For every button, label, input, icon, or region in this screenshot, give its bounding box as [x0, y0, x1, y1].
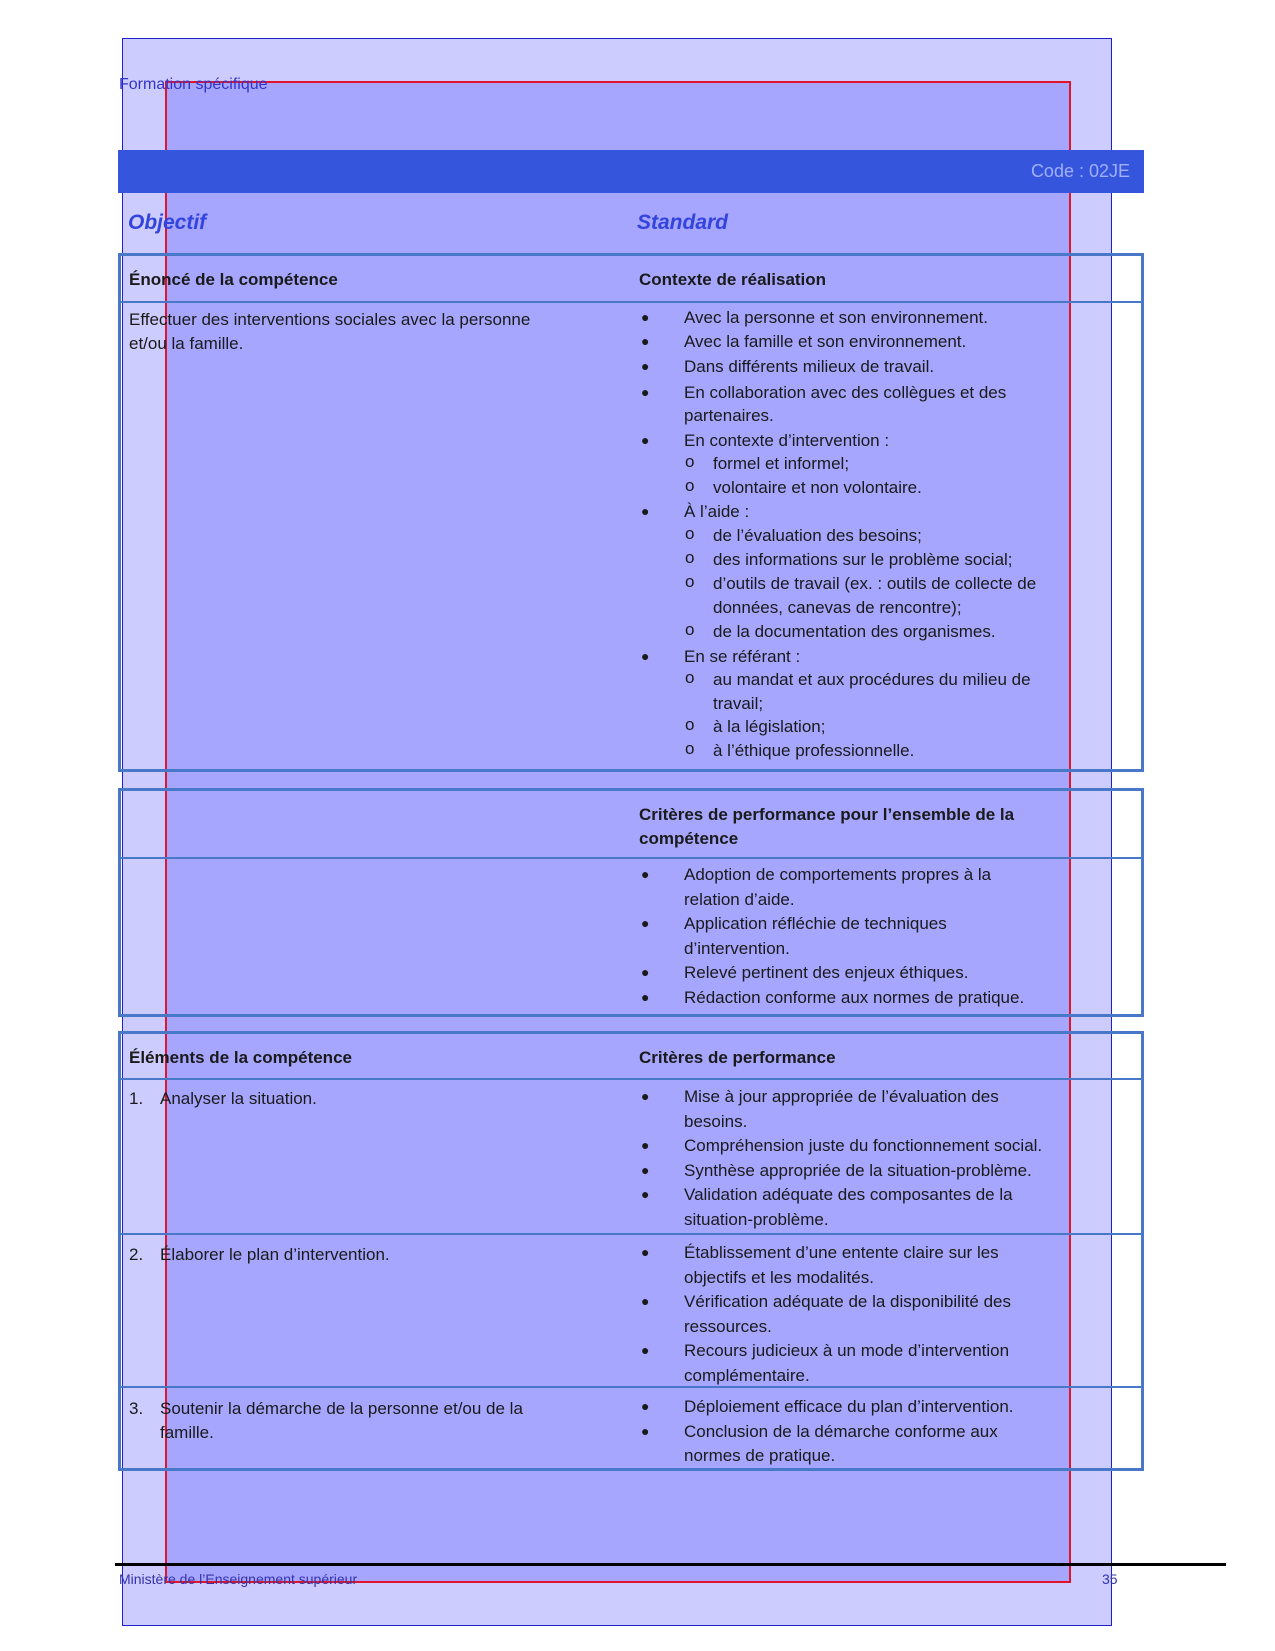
bullet-icon: ●	[641, 432, 650, 448]
context-item: En contexte d’intervention :	[684, 431, 890, 450]
element-number: 2.	[129, 1245, 144, 1264]
standard-title: Standard	[637, 211, 729, 234]
bullet-icon: ●	[641, 1088, 650, 1104]
criterion-item: Conclusion de la démarche conforme aux	[684, 1421, 998, 1441]
context-subitem: à la législation;	[713, 717, 826, 736]
context-header: Contexte de réalisation	[639, 270, 827, 289]
bullet-icon: ●	[641, 309, 650, 325]
criterion-item: Établissement d’une entente claire sur les	[684, 1243, 999, 1262]
overall-criterion: Rédaction conforme aux normes de pratique.	[684, 988, 1025, 1007]
context-subitem: d’outils de travail (ex. : outils de collecte de	[713, 574, 1037, 593]
objectif-title: Objectif	[128, 211, 207, 234]
bullet-icon: ●	[641, 915, 650, 932]
sub-bullet-icon: o	[685, 668, 695, 687]
sub-bullet-icon: o	[685, 452, 695, 471]
context-subitem-cont: données, canevas de rencontre);	[713, 598, 962, 617]
context-subitem: des informations sur le problème social;	[713, 550, 1013, 569]
criterion-item: Validation adéquate des composantes de la	[684, 1185, 1013, 1205]
bullet-icon: ●	[641, 1342, 650, 1359]
row-divider	[121, 1386, 1141, 1388]
bullet-icon: ●	[641, 358, 650, 374]
sub-bullet-icon: o	[685, 715, 695, 734]
context-subitem: volontaire et non volontaire.	[713, 478, 922, 497]
overall-criterion-cont: d’intervention.	[684, 938, 790, 958]
context-subitem: de la documentation des organismes.	[713, 622, 996, 641]
block-divider	[121, 857, 1141, 859]
bullet-icon: ●	[641, 333, 650, 349]
row-divider	[121, 1233, 1141, 1235]
context-item: Avec la personne et son environnement.	[684, 308, 988, 327]
statement-header: Énoncé de la compétence	[129, 270, 338, 289]
sub-bullet-icon: o	[685, 548, 695, 567]
bullet-icon: ●	[641, 866, 650, 882]
overall-criteria-header-line2: compétence	[639, 829, 739, 848]
competency-code: Code : 02JE	[1030, 161, 1130, 181]
element-text: Analyser la situation.	[160, 1089, 317, 1108]
elements-header: Éléments de la compétence	[129, 1048, 352, 1067]
criterion-item: Compréhension juste du fonctionnement social.	[684, 1136, 1043, 1156]
bullet-icon: ●	[641, 1422, 650, 1439]
overall-criterion: Adoption de comportements propres à la	[684, 865, 992, 884]
overall-criterion: Application réfléchie de techniques	[684, 914, 947, 934]
context-item: Avec la famille et son environnement.	[684, 332, 967, 351]
overall-criterion: Relevé pertinent des enjeux éthiques.	[684, 963, 969, 983]
criterion-item: Recours judicieux à un mode d’intervention	[684, 1341, 1010, 1361]
context-subitem-cont: travail;	[713, 694, 764, 713]
sub-bullet-icon: o	[685, 572, 695, 591]
bullet-icon: ●	[641, 1161, 650, 1178]
element-text: Élaborer le plan d’intervention.	[160, 1245, 390, 1264]
criteria-header: Critères de performance	[639, 1048, 836, 1067]
element-text: famille.	[160, 1423, 214, 1442]
block-divider	[121, 301, 1141, 303]
bullet-icon: ●	[641, 1244, 650, 1260]
sub-bullet-icon: o	[685, 739, 695, 758]
context-item: En collaboration avec des collègues et des	[684, 383, 1007, 402]
element-number: 1.	[129, 1089, 144, 1108]
context-item: À l’aide :	[684, 502, 750, 521]
bullet-icon: ●	[641, 1137, 650, 1154]
element-text: Soutenir la démarche de la personne et/ou de la	[160, 1399, 523, 1418]
context-item: En se référant :	[684, 647, 801, 666]
context-subitem: à l’éthique professionnelle.	[713, 741, 915, 760]
criterion-item: Synthèse appropriée de la situation-problème.	[684, 1160, 1032, 1180]
sub-bullet-icon: o	[685, 476, 695, 495]
bullet-icon: ●	[641, 989, 650, 1005]
criterion-item: Mise à jour appropriée de l’évaluation des	[684, 1087, 999, 1106]
criterion-item-cont: complémentaire.	[684, 1366, 810, 1385]
context-subitem: de l’évaluation des besoins;	[713, 526, 922, 545]
program-label: Formation spécifique	[119, 76, 268, 93]
sub-bullet-icon: o	[685, 620, 695, 639]
bullet-icon: ●	[641, 503, 650, 519]
block-divider	[121, 1078, 1141, 1080]
overall-criteria-header-line1: Critères de performance pour l’ensemble de la	[639, 805, 1015, 824]
criterion-item-cont: normes de pratique.	[684, 1446, 836, 1466]
overall-criterion-cont: relation d’aide.	[684, 889, 795, 909]
bullet-icon: ●	[641, 1293, 650, 1310]
statement-line: Effectuer des interventions sociales avec la personne	[129, 310, 531, 329]
footer-rule	[115, 1563, 1226, 1566]
bullet-icon: ●	[641, 1186, 650, 1203]
criterion-item-cont: situation-problème.	[684, 1210, 829, 1229]
footer-ministry: Ministère de l’Enseignement supérieur	[119, 1571, 358, 1587]
page-number: 35	[1102, 1571, 1118, 1587]
context-subitem: au mandat et aux procédures du milieu de	[713, 670, 1031, 689]
context-item: Dans différents milieux de travail.	[684, 357, 935, 376]
criterion-item: Déploiement efficace du plan d’intervention.	[684, 1397, 1014, 1416]
sub-bullet-icon: o	[685, 524, 695, 543]
context-subitem: formel et informel;	[713, 454, 850, 473]
bullet-icon: ●	[641, 1398, 650, 1414]
context-item-cont: partenaires.	[684, 406, 774, 425]
bullet-icon: ●	[641, 384, 650, 400]
code-bar	[118, 150, 1144, 193]
bullet-icon: ●	[641, 964, 650, 981]
criterion-item: Vérification adéquate de la disponibilité des	[684, 1292, 1012, 1312]
element-number: 3.	[129, 1399, 144, 1418]
bullet-icon: ●	[641, 648, 650, 664]
criterion-item-cont: objectifs et les modalités.	[684, 1267, 874, 1287]
criterion-item-cont: ressources.	[684, 1316, 772, 1336]
statement-line: et/ou la famille.	[129, 334, 244, 353]
criterion-item-cont: besoins.	[684, 1111, 748, 1131]
